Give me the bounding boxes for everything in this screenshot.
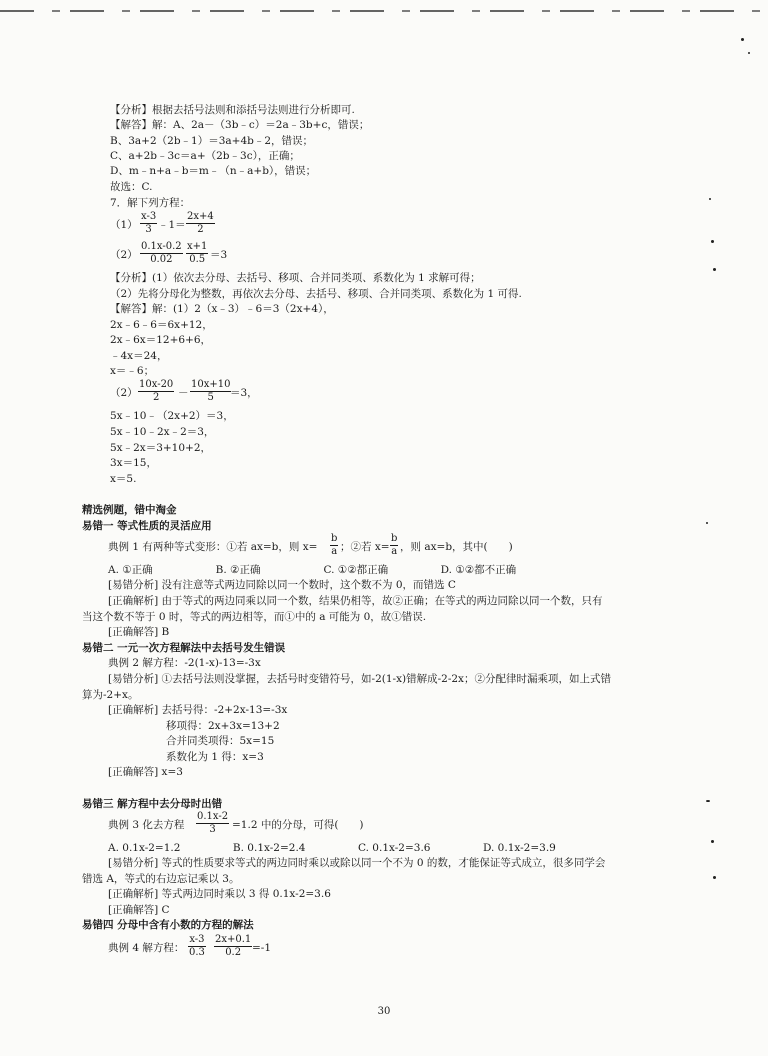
answer-line: 【解答】解：A、2a－（3b﹣c）＝2a﹣3b+c，错误； (110, 119, 370, 131)
answer-line: 2x﹣6﹣6＝6x+12， (110, 319, 213, 331)
answer-line: C、a+2b﹣3c＝a+（2b﹣3c），正确； (110, 150, 300, 162)
fraction (390, 533, 398, 558)
scan-speck (741, 38, 744, 41)
fraction (138, 379, 174, 404)
fraction-denominator: 5 (207, 392, 214, 403)
correct-analysis: [正确解析] 由于等式的两边同乘以同一个数，结果仍相等，故②正确；在等式的两边同除以同一个数，只有 (108, 595, 603, 607)
fraction-numerator: 2x+4 (187, 211, 214, 222)
section-subtitle: 易错一 等式性质的灵活应用 (82, 520, 212, 532)
analysis-line: （2）先将分母化为整数，再依次去分母、去括号、移项、合并同类项、系数化为 1 可得. (110, 288, 522, 300)
example-text: 典例 4 解方程： (108, 942, 185, 954)
answer-line: 故选：C. (110, 181, 153, 193)
fraction-denominator: 3 (145, 224, 152, 235)
correct-analysis: [正确解析] 等式两边同时乘以 3 得 0.1x-2=3.6 (108, 888, 331, 900)
example-text: 典例 2 解方程：-2(1-x)-13=-3x (108, 657, 261, 669)
correct-analysis: 系数化为 1 得：x=3 (166, 751, 264, 763)
fraction-denominator: 0.5 (189, 254, 206, 265)
choice-options: A. 0.1x-2=1.2 B. 0.1x-2=2.4 C. 0.1x-2=3.6 D. 0.1x-2=3.9 (108, 842, 556, 854)
fraction-numerator: x+1 (187, 241, 208, 252)
fraction (186, 211, 215, 236)
correct-analysis: [正确解析] 去括号得：-2+2x-13=-3x (108, 704, 288, 716)
scan-speck (711, 840, 714, 843)
scan-speck (706, 522, 708, 524)
example-text: ；②若 x= (340, 541, 390, 553)
fraction-denominator: a (331, 546, 338, 557)
analysis-line: 【分析】根据去括号法则和添括号法则进行分析即可. (110, 104, 355, 116)
section-subtitle: 易错二 一元一次方程解法中去括号发生错误 (82, 642, 286, 654)
answer-line: 5x﹣2x＝3+10+2， (110, 442, 212, 454)
equation-label: （2） (110, 249, 138, 261)
fraction (140, 241, 183, 266)
fraction-numerator: x-3 (189, 934, 205, 945)
page-number: 30 (377, 1006, 391, 1017)
fraction (330, 533, 338, 558)
answer-line: x＝5. (110, 473, 137, 485)
answer-line: x＝﹣6； (110, 365, 155, 377)
fraction-denominator: 3 (209, 824, 216, 835)
error-analysis: [易错分析] 没有注意等式两边同除以同一个数时，这个数不为 0，而错选 C (108, 579, 456, 591)
equation-label: （2） (110, 387, 138, 399)
equation-label: （1） (110, 219, 138, 231)
fraction (188, 934, 206, 959)
fraction (140, 211, 157, 236)
correct-answer: [正确解答] B (108, 626, 170, 638)
scan-speck (748, 52, 750, 54)
question-heading: 7．解下列方程： (110, 197, 191, 209)
example-text: =1.2 中的分母，可得( ) (232, 819, 364, 831)
section-subtitle: 易错四 分母中含有小数的方程的解法 (82, 919, 254, 931)
fraction (196, 811, 229, 836)
fraction-numerator: x-3 (141, 211, 157, 222)
equation-text: ＝3 (210, 249, 228, 261)
fraction-denominator: 0.3 (189, 947, 205, 958)
answer-line: 【解答】解：(1）2（x﹣3）﹣6＝3（2x+4）， (110, 303, 334, 315)
scan-speck (713, 268, 716, 271)
answer-line: 2x﹣6x＝12+6+6， (110, 334, 212, 346)
section-subtitle: 易错三 解方程中去分母时出错 (82, 798, 223, 810)
scan-speck (711, 240, 714, 243)
fraction (214, 934, 252, 959)
fraction-numerator: 10x+10 (191, 379, 231, 390)
answer-line: 3x＝15， (110, 457, 157, 469)
example-text: 典例 1 有两种等式变形：①若 ax=b，则 x= (108, 541, 318, 553)
correct-answer: [正确解答] x=3 (108, 766, 183, 778)
error-analysis: [易错分析] 等式的性质要求等式的两边同时乘以或除以同一个不为 0 的数，才能保证等式成立，很多同学会 (108, 857, 606, 869)
fraction-numerator: 0.1x-2 (197, 811, 229, 822)
correct-analysis: 当这个数不等于 0 时，等式的两边相等，而①中的 a 可能为 0，故①错误. (82, 611, 427, 623)
fraction-denominator: 0.2 (225, 947, 242, 958)
analysis-line: 【分析】(1）依次去分母、去括号、移项、合并同类项、系数化为 1 求解可得； (110, 272, 481, 284)
correct-analysis: 合并同类项得：5x=15 (166, 735, 275, 747)
answer-line: B、3a+2（2b﹣1）＝3a+4b﹣2，错误； (110, 135, 314, 147)
fraction-denominator: 2 (152, 392, 160, 403)
example-text: ，则 ax=b，其中( ) (400, 541, 513, 553)
answer-line: 5x﹣10﹣2x﹣2＝3， (110, 426, 215, 438)
fraction-numerator: b (391, 533, 398, 544)
correct-answer: [正确解答] C (108, 904, 170, 916)
error-analysis: 算为-2+x。 (82, 689, 139, 701)
error-analysis: [易错分析] ①去括号法则没掌握，去括号时变错符号，如-2(1-x)错解成-2-2x；②分配律时漏乘项，如上式错 (108, 673, 611, 685)
scan-speck (706, 800, 710, 802)
equation-text: ＝3， (230, 387, 258, 399)
fraction-numerator: 10x-20 (139, 379, 174, 390)
fraction (186, 241, 208, 266)
answer-line: 5x﹣10﹣（2x+2）＝3， (110, 410, 234, 422)
fraction-numerator: 0.1x-0.2 (141, 241, 182, 252)
choice-options: A. ①正确 B. ②正确 C. ①②都正确 D. ①②都不正确 (108, 564, 517, 576)
section-title: 精选例题，错中淘金 (82, 504, 177, 516)
scan-edge-marks (0, 10, 768, 12)
equation-text: ﹣1＝ (158, 219, 186, 231)
fraction-numerator: 2x+0.1 (215, 934, 252, 945)
fraction-denominator: 2 (197, 224, 204, 235)
fraction-denominator: 0.02 (150, 254, 173, 265)
answer-line: ﹣4x＝24， (110, 350, 168, 362)
scan-speck (713, 876, 716, 879)
example-text: 典例 3 化去方程 (108, 819, 185, 831)
answer-line: D、m﹣n+a﹣b＝m﹣（n﹣a+b），错误； (110, 165, 317, 177)
fraction-denominator: a (391, 546, 398, 557)
scan-speck (709, 198, 711, 200)
equation-text: － (178, 387, 189, 399)
error-analysis: 错选 A，等式的右边忘记乘以 3。 (82, 873, 240, 885)
fraction-numerator: b (331, 533, 338, 544)
correct-analysis: 移项得：2x+3x=13+2 (166, 720, 280, 732)
equation-text: =-1 (252, 942, 272, 954)
fraction (190, 379, 231, 404)
